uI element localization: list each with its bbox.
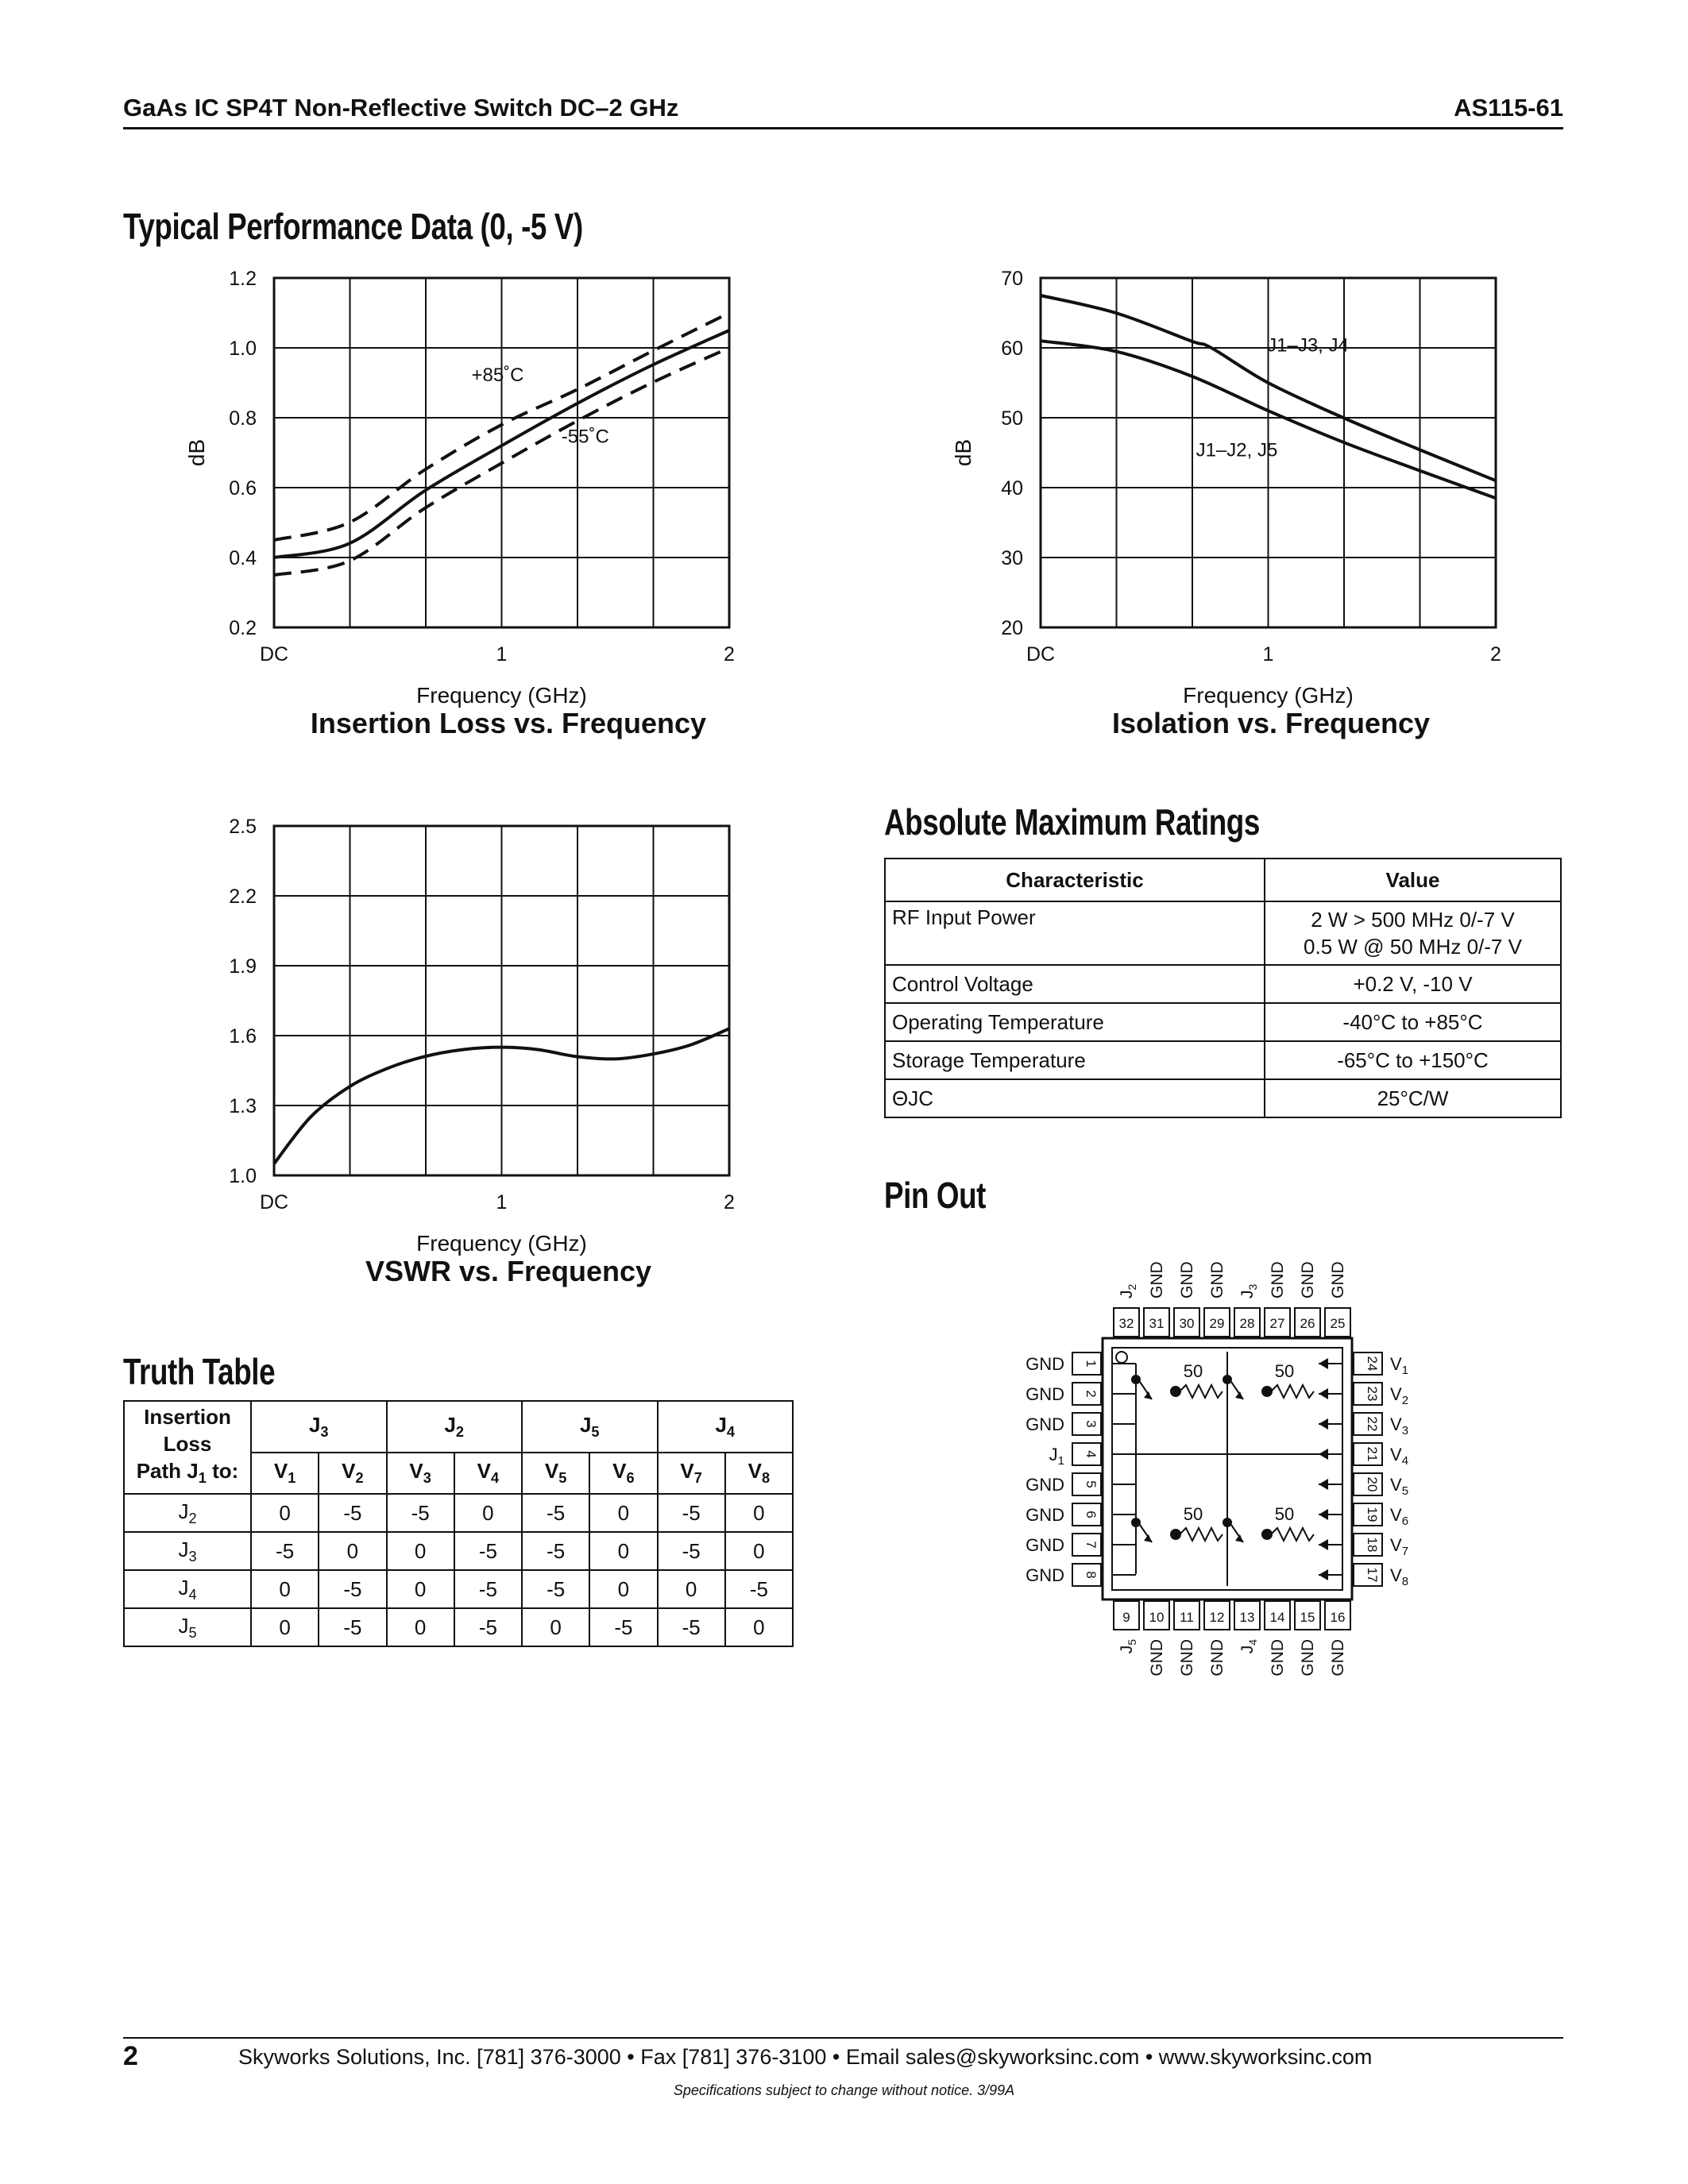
- y-tick-label: 0.6: [229, 477, 257, 500]
- y-tick-label: 1.0: [229, 1165, 257, 1187]
- x-axis-label: Frequency (GHz): [1183, 683, 1354, 708]
- truth-path-cell: $J_4$: [124, 1570, 251, 1608]
- y-tick-label: 0.2: [229, 617, 257, 639]
- truth-group-header: $J_2$: [387, 1401, 523, 1453]
- table-row: [885, 1079, 1561, 1117]
- y-tick-label: 2.2: [229, 886, 257, 908]
- pin-label: $J_5$: [1118, 1639, 1138, 1654]
- amr-value-line: 0.5 W @ 50 MHz 0/-7 V: [1304, 935, 1522, 959]
- truth-value-cell: -5: [319, 1570, 386, 1608]
- node-dot: [1223, 1518, 1232, 1527]
- table-row: [124, 1494, 793, 1532]
- pin-label: GND: [1178, 1261, 1196, 1298]
- truth-corner-line: Insertion: [144, 1405, 231, 1429]
- pin-label: GND: [1026, 1354, 1064, 1374]
- y-axis-label: dB: [951, 438, 975, 467]
- truth-control-header: $V_4$: [454, 1453, 522, 1494]
- pin-label: GND: [1026, 1535, 1064, 1555]
- pin-label: GND: [1026, 1414, 1064, 1434]
- pin-label: GND: [1299, 1261, 1317, 1298]
- footer-contact: Skyworks Solutions, Inc. [781] 376-3000 • Fax [781] 376-3100 • Email sales@skyworksinc.com • www.skyworksinc.com: [238, 2045, 1373, 2069]
- truth-value-cell: 0: [589, 1532, 657, 1570]
- y-tick-label: 1.0: [229, 338, 257, 360]
- section-heading-amr: Absolute Maximum Ratings: [884, 801, 1260, 843]
- node-dot: [1261, 1529, 1273, 1540]
- chart-title-insertion-loss: Insertion Loss vs. Frequency: [310, 707, 707, 739]
- y-tick-label: 70: [1001, 268, 1023, 290]
- truth-value-cell: -5: [589, 1608, 657, 1646]
- page-number: 2: [123, 2041, 138, 2071]
- y-tick-label: 20: [1001, 617, 1023, 639]
- truth-value-cell: -5: [522, 1570, 589, 1608]
- y-tick-label: 1.3: [229, 1095, 257, 1117]
- pin-number: 21: [1365, 1446, 1380, 1462]
- pin-number: 2: [1083, 1390, 1099, 1398]
- x-axis-label: Frequency (GHz): [416, 683, 587, 708]
- pin-number: 7: [1083, 1541, 1099, 1549]
- node-dot: [1261, 1386, 1273, 1397]
- truth-corner-line: Loss: [163, 1432, 212, 1456]
- pin-number: 30: [1179, 1316, 1195, 1331]
- truth-value-cell: -5: [454, 1570, 522, 1608]
- truth-value-cell: -5: [725, 1570, 793, 1608]
- amr-table: [884, 858, 1562, 1118]
- pin-label: GND: [1178, 1639, 1196, 1677]
- truth-value-cell: -5: [522, 1494, 589, 1532]
- y-tick-label: 1.9: [229, 955, 257, 978]
- amr-char: Control Voltage: [885, 965, 1265, 1003]
- pin-label: $J_3$: [1238, 1283, 1259, 1298]
- amr-value: [1265, 901, 1561, 965]
- pin-label: $V_6$: [1390, 1505, 1409, 1528]
- truth-value-cell: -5: [251, 1532, 319, 1570]
- annotation-85c: +85˚C: [471, 365, 524, 386]
- table-row: [124, 1532, 793, 1570]
- pin-number: 17: [1365, 1567, 1380, 1583]
- table-row: [885, 1003, 1561, 1041]
- truth-value-cell: -5: [454, 1532, 522, 1570]
- footer-note: Specifications subject to change without notice. 3/99A: [673, 2082, 1015, 2098]
- truth-value-cell: 0: [589, 1494, 657, 1532]
- series-label-j1-j3-j4: J1–J3, J4: [1267, 334, 1349, 357]
- part-number: AS115-61: [1454, 94, 1563, 122]
- truth-group-header: $J_4$: [658, 1401, 794, 1453]
- pin-number: 13: [1239, 1610, 1255, 1625]
- table-row: [124, 1570, 793, 1608]
- insertion-loss-chart: [159, 262, 763, 754]
- pin-number: 28: [1239, 1316, 1255, 1331]
- isolation-chart: [925, 262, 1529, 754]
- pin-label: GND: [1148, 1639, 1166, 1677]
- node-dot: [1170, 1386, 1181, 1397]
- header-divider: [123, 127, 1563, 129]
- pin-number: 22: [1365, 1416, 1380, 1432]
- y-tick-label: 40: [1001, 477, 1023, 500]
- truth-value-cell: 0: [522, 1608, 589, 1646]
- resistor-value-label: 50: [1183, 1504, 1203, 1524]
- pin-number: 26: [1300, 1316, 1315, 1331]
- pin-label: $V_5$: [1390, 1475, 1409, 1498]
- vswr-chart: [159, 810, 763, 1302]
- pin-number: 27: [1269, 1316, 1285, 1331]
- resistor-value-label: 50: [1274, 1361, 1295, 1381]
- truth-control-header: $V_2$: [319, 1453, 386, 1494]
- pin-number: 4: [1083, 1450, 1099, 1458]
- truth-value-cell: -5: [522, 1532, 589, 1570]
- x-tick-label: DC: [259, 643, 289, 666]
- truth-value-cell: 0: [725, 1532, 793, 1570]
- amr-col-value: Value: [1265, 859, 1561, 901]
- vswr-svg: [159, 810, 763, 1302]
- amr-header-row: [885, 859, 1561, 901]
- pin-number: 3: [1083, 1420, 1099, 1428]
- node-dot: [1223, 1375, 1232, 1384]
- pin-number: 12: [1209, 1610, 1225, 1625]
- pin-label: GND: [1329, 1261, 1347, 1298]
- x-axis-label: Frequency (GHz): [416, 1231, 587, 1256]
- isolation-svg: [925, 262, 1529, 754]
- pin-label: $V_4$: [1390, 1445, 1409, 1468]
- truth-value-cell: -5: [319, 1608, 386, 1646]
- y-tick-label: 0.8: [229, 407, 257, 430]
- pin-label: $J_1$: [1049, 1445, 1064, 1468]
- table-row: [885, 901, 1561, 965]
- pin-label: $V_7$: [1390, 1535, 1409, 1558]
- amr-char: Operating Temperature: [885, 1003, 1265, 1041]
- truth-path-cell: $J_3$: [124, 1532, 251, 1570]
- section-heading-truth-table: Truth Table: [123, 1351, 276, 1392]
- truth-path-cell: $J_5$: [124, 1608, 251, 1646]
- truth-value-cell: -5: [658, 1532, 725, 1570]
- pin-number: 8: [1083, 1571, 1099, 1579]
- y-tick-label: 50: [1001, 407, 1023, 430]
- node-dot: [1170, 1529, 1181, 1540]
- pin-label: GND: [1269, 1639, 1287, 1677]
- y-tick-label: 60: [1001, 338, 1023, 360]
- truth-corner-header: [124, 1401, 251, 1494]
- pin-label: GND: [1299, 1639, 1317, 1677]
- truth-path-cell: $J_2$: [124, 1494, 251, 1532]
- pin-label: GND: [1148, 1261, 1166, 1298]
- pin-number: 15: [1300, 1610, 1315, 1625]
- truth-value-cell: 0: [454, 1494, 522, 1532]
- truth-value-cell: 0: [387, 1532, 454, 1570]
- amr-value: +0.2 V, -10 V: [1265, 965, 1561, 1003]
- amr-col-characteristic: Characteristic: [885, 859, 1265, 901]
- pin-number: 6: [1083, 1511, 1099, 1518]
- pin-number: 25: [1330, 1316, 1346, 1331]
- y-tick-label: 1.6: [229, 1025, 257, 1048]
- truth-control-header: $V_8$: [725, 1453, 793, 1494]
- truth-value-cell: 0: [725, 1608, 793, 1646]
- table-row: [885, 1041, 1561, 1079]
- pin-number: 9: [1122, 1610, 1130, 1625]
- pin-number: 11: [1180, 1610, 1194, 1625]
- node-dot: [1131, 1518, 1141, 1527]
- pin-number: 5: [1083, 1480, 1099, 1488]
- pin-label: GND: [1026, 1384, 1064, 1404]
- pin-number: 23: [1365, 1386, 1380, 1402]
- truth-group-header: $J_5$: [522, 1401, 658, 1453]
- truth-value-cell: 0: [319, 1532, 386, 1570]
- truth-value-cell: 0: [387, 1570, 454, 1608]
- x-tick-label: 2: [724, 1191, 735, 1214]
- pin-label: GND: [1269, 1261, 1287, 1298]
- truth-value-cell: -5: [454, 1608, 522, 1646]
- pin-number: 10: [1149, 1610, 1165, 1625]
- truth-value-cell: 0: [589, 1570, 657, 1608]
- amr-value: -40°C to +85°C: [1265, 1003, 1561, 1041]
- series-label-j1-j2-j5: J1–J2, J5: [1196, 439, 1278, 461]
- amr-char: Storage Temperature: [885, 1041, 1265, 1079]
- x-tick-label: 2: [724, 643, 735, 666]
- x-tick-label: 2: [1490, 643, 1501, 666]
- pin-label: $J_4$: [1238, 1639, 1259, 1654]
- resistor-value-label: 50: [1274, 1504, 1295, 1524]
- truth-value-cell: -5: [387, 1494, 454, 1532]
- pin-number: 32: [1118, 1316, 1134, 1331]
- document-title: GaAs IC SP4T Non-Reflective Switch DC–2 GHz: [123, 94, 679, 122]
- x-tick-label: DC: [259, 1191, 289, 1214]
- pin-label: GND: [1208, 1261, 1226, 1298]
- pin-number: 1: [1083, 1360, 1099, 1368]
- truth-corner-line: Path $J_1$ to:: [136, 1459, 239, 1487]
- section-heading-performance: Typical Performance Data (0, -5 V): [123, 206, 583, 247]
- truth-control-header: $V_6$: [589, 1453, 657, 1494]
- y-tick-label: 0.4: [229, 547, 257, 569]
- pin-label: GND: [1329, 1639, 1347, 1677]
- truth-value-cell: 0: [251, 1608, 319, 1646]
- y-tick-label: 2.5: [229, 816, 257, 838]
- pin-label: GND: [1026, 1565, 1064, 1585]
- footer-divider: [123, 2037, 1563, 2039]
- chart-title-vswr: VSWR vs. Frequency: [365, 1255, 652, 1287]
- truth-group-header: $J_3$: [251, 1401, 387, 1453]
- amr-char: RF Input Power: [885, 901, 1265, 965]
- y-axis-label: dB: [184, 438, 209, 467]
- x-tick-label: 1: [496, 643, 508, 666]
- truth-header-row: [124, 1401, 793, 1453]
- truth-control-header: $V_3$: [387, 1453, 454, 1494]
- node-dot: [1131, 1375, 1141, 1384]
- truth-value-cell: 0: [251, 1570, 319, 1608]
- pin-label: GND: [1026, 1475, 1064, 1495]
- pin-label: GND: [1208, 1639, 1226, 1677]
- amr-char: ΘJC: [885, 1079, 1265, 1117]
- pin-number: 14: [1269, 1610, 1285, 1625]
- pin-label: $V_3$: [1390, 1414, 1409, 1437]
- truth-control-header: $V_1$: [251, 1453, 319, 1494]
- truth-value-cell: -5: [658, 1608, 725, 1646]
- chart-title-isolation: Isolation vs. Frequency: [1111, 707, 1431, 739]
- annotation-minus55c: -55˚C: [561, 426, 609, 448]
- pin-number: 29: [1209, 1316, 1225, 1331]
- truth-value-cell: -5: [658, 1494, 725, 1532]
- truth-value-cell: -5: [319, 1494, 386, 1532]
- pinout-diagram: [977, 1223, 1485, 1715]
- insertion-loss-svg: [159, 262, 763, 754]
- pin-label: $V_2$: [1390, 1384, 1409, 1407]
- pin-number: 31: [1149, 1316, 1165, 1331]
- truth-table: [123, 1400, 794, 1647]
- pin-label: $J_2$: [1118, 1283, 1138, 1298]
- pin-number: 20: [1365, 1476, 1380, 1492]
- pin-label: $V_8$: [1390, 1565, 1409, 1588]
- pin-number: 19: [1365, 1507, 1380, 1522]
- truth-value-cell: 0: [725, 1494, 793, 1532]
- x-tick-label: DC: [1026, 643, 1056, 666]
- y-tick-label: 1.2: [229, 268, 257, 290]
- truth-value-cell: 0: [387, 1608, 454, 1646]
- table-row: [885, 965, 1561, 1003]
- section-heading-pinout: Pin Out: [884, 1175, 987, 1216]
- pin-label: GND: [1026, 1505, 1064, 1525]
- pin-number: 18: [1365, 1537, 1380, 1553]
- x-tick-label: 1: [496, 1191, 508, 1214]
- pin-number: 24: [1365, 1356, 1380, 1372]
- resistor-value-label: 50: [1183, 1361, 1203, 1381]
- truth-value-cell: 0: [658, 1570, 725, 1608]
- x-tick-label: 1: [1262, 643, 1274, 666]
- pin-number: 16: [1330, 1610, 1346, 1625]
- truth-control-header: $V_7$: [658, 1453, 725, 1494]
- amr-value-line: 2 W > 500 MHz 0/-7 V: [1311, 908, 1515, 932]
- pin-label: $V_1$: [1390, 1354, 1409, 1377]
- truth-control-header: $V_5$: [522, 1453, 589, 1494]
- table-row: [124, 1608, 793, 1646]
- truth-value-cell: 0: [251, 1494, 319, 1532]
- y-tick-label: 30: [1001, 547, 1023, 569]
- amr-value: 25°C/W: [1265, 1079, 1561, 1117]
- amr-value: -65°C to +150°C: [1265, 1041, 1561, 1079]
